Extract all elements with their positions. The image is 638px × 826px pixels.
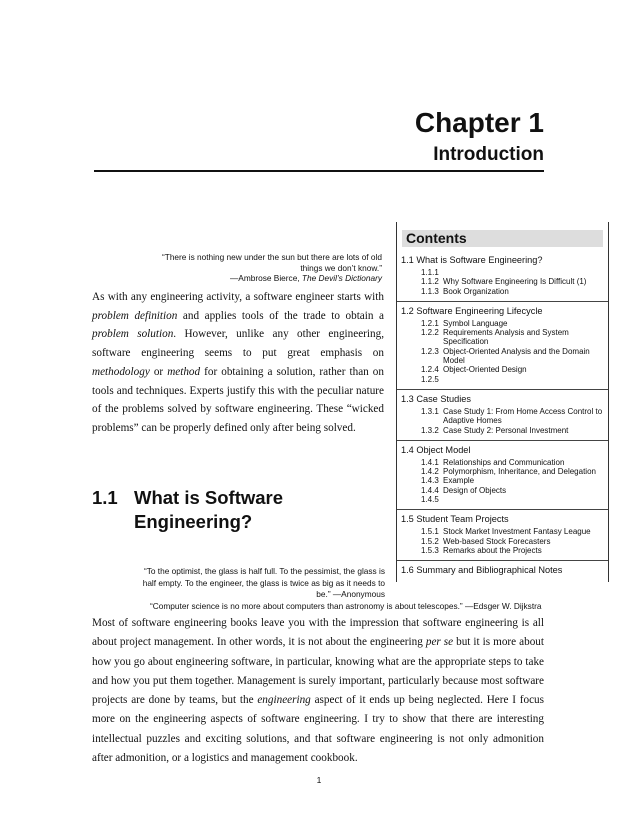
toc-subsection[interactable] xyxy=(401,426,604,435)
toc-subsection[interactable] xyxy=(401,365,604,374)
toc-subsection[interactable] xyxy=(401,537,604,546)
toc-section-link[interactable]: 1.3 Case Studies xyxy=(401,393,471,404)
toc-subsection-number: 1.2.3 xyxy=(421,346,439,356)
chapter-rule xyxy=(94,170,544,172)
text-run: engineering xyxy=(257,694,311,707)
toc-subsection-title xyxy=(443,268,604,277)
text-run: methodology xyxy=(92,365,150,378)
text-run: aspect of it ends up being neglected. Here I focus more on the engineering aspects of software engineering. I try to show that there are interesting intellectual puzzles and exciting solutions, and that software engineering is not only admonition after admonition, or a logistics and management cookbook. xyxy=(92,694,544,765)
attribution-book: The Devil’s Dictionary xyxy=(301,273,382,283)
toc-section-link[interactable]: 1.4 Object Model xyxy=(401,444,471,455)
text-run: but it is more about how you go about engineering software, in particular, knowing what are the appropriate steps to take and how you put them together. Management is surely important, particularly because most software projects are done by teams, but the xyxy=(92,636,544,707)
toc-subsection-title: Case Study 1: From Home Access Control to Adaptive Homes xyxy=(443,406,603,426)
toc-subsection-number: 1.2.4 xyxy=(421,365,439,375)
toc-section xyxy=(397,560,608,583)
toc-subsection-number: 1.5.1 xyxy=(421,527,439,537)
toc-subsection-title xyxy=(443,495,604,504)
contents-sections xyxy=(397,251,608,583)
toc-subsection-title: Object-Oriented Analysis and the Domain Model xyxy=(443,346,590,366)
chapter-title: Introduction xyxy=(433,144,544,165)
toc-subsection[interactable] xyxy=(401,546,604,555)
toc-subsection-title: Remarks about the Projects xyxy=(443,545,542,555)
chapter-number: Chapter 1 xyxy=(414,107,544,138)
toc-subsection-title: Web-based Stock Forecasters xyxy=(443,536,551,546)
text-run: problem definition xyxy=(92,309,178,322)
toc-subsection[interactable] xyxy=(401,407,604,426)
toc-section-link[interactable]: 1.6 Summary and Bibliographical Notes xyxy=(401,565,563,576)
epigraph-dijkstra: “Computer science is no more about computers than astronomy is about telescopes.” —Edsger W. Dijkstra xyxy=(150,601,542,611)
toc-subsection-number: 1.1.2 xyxy=(421,277,439,287)
epigraph-attribution xyxy=(140,273,382,284)
text-run: Most of software engineering books leave you with the impression that software engineering is all about project management. In other words, it is not about the engineering xyxy=(92,617,544,649)
toc-subsection-number: 1.3.2 xyxy=(421,425,439,435)
toc-subsection-title: Case Study 2: Personal Investment xyxy=(443,425,569,435)
toc-section-link[interactable]: 1.1 What is Software Engineering? xyxy=(401,255,543,265)
toc-subsection-number: 1.1.3 xyxy=(421,286,439,296)
toc-section-link[interactable]: 1.5 Student Team Projects xyxy=(401,514,509,525)
toc-subsection-number: 1.1.1 xyxy=(421,268,439,277)
toc-subsection-number: 1.2.2 xyxy=(421,328,439,338)
text-run: problem solution xyxy=(92,328,174,341)
toc-subsection-number: 1.2.1 xyxy=(421,318,439,328)
toc-subsection-number: 1.4.1 xyxy=(421,457,439,467)
toc-subsection-title: Why Software Engineering Is Difficult (1) xyxy=(443,277,587,287)
toc-section xyxy=(397,251,608,301)
toc-subsection[interactable] xyxy=(401,319,604,328)
toc-section xyxy=(397,301,608,389)
text-run: As with any engineering activity, a software engineer starts with xyxy=(92,291,384,303)
text-run: and applies tools of the trade to obtain a xyxy=(177,309,384,322)
text-run: method xyxy=(167,365,201,378)
page-number: 1 xyxy=(316,775,322,785)
toc-subsection[interactable] xyxy=(401,476,604,485)
toc-subsection-number: 1.4.3 xyxy=(421,476,439,486)
toc-subsection-title: Symbol Language xyxy=(443,318,508,328)
toc-subsection-number: 1.3.1 xyxy=(421,406,439,416)
toc-subsection[interactable] xyxy=(401,268,604,277)
toc-subsection-number: 1.2.5 xyxy=(421,374,439,384)
text-run: per se xyxy=(425,636,454,649)
toc-subsection[interactable] xyxy=(401,486,604,495)
toc-subsection-title: Polymorphism, Inheritance, and Delegation xyxy=(443,467,596,477)
toc-subsection[interactable] xyxy=(401,328,604,347)
toc-subsection-title xyxy=(443,375,604,384)
toc-subsection-number: 1.4.2 xyxy=(421,467,439,477)
toc-subsection[interactable] xyxy=(401,495,604,504)
toc-subsection[interactable] xyxy=(401,277,604,286)
text-run: for obtaining a solution, rather than on tools and techniques. Experts justify this with the peculiar nature of the problems solved by software engineering. These “wicked problems” can be properly defined only after being solved. xyxy=(92,365,384,434)
body-paragraph xyxy=(92,614,544,768)
text-run: . However, unlike any other engineering, software engineering seems to put great emphasis on xyxy=(92,328,384,360)
toc-subsection-title: Book Organization xyxy=(443,286,509,296)
epigraph-bierce xyxy=(140,252,382,284)
toc-subsection-number: 1.5.2 xyxy=(421,536,439,546)
attribution-author: —Ambrose Bierce, xyxy=(229,273,302,283)
contents-box xyxy=(396,222,609,582)
toc-subsection[interactable] xyxy=(401,467,604,476)
toc-subsection-title: Stock Market Investment Fantasy League xyxy=(443,527,591,537)
toc-section xyxy=(397,389,608,440)
toc-subsection[interactable] xyxy=(401,458,604,467)
contents-heading: Contents xyxy=(402,230,603,247)
toc-subsection-title: Relationships and Communication xyxy=(443,457,565,467)
toc-subsection[interactable] xyxy=(401,375,604,384)
section-title-line2: Engineering? xyxy=(134,511,253,532)
toc-subsection-number: 1.4.5 xyxy=(421,495,439,505)
epigraph-text: “There is nothing new under the sun but there are lots of old things we don’t know.” xyxy=(161,252,382,273)
toc-section xyxy=(397,440,608,509)
section-title-line1: What is Software xyxy=(134,487,284,508)
toc-subsection[interactable] xyxy=(401,347,604,366)
toc-subsection-number: 1.4.4 xyxy=(421,485,439,495)
toc-subsection[interactable] xyxy=(401,527,604,536)
toc-section xyxy=(397,509,608,560)
section-number: 1.1 xyxy=(92,487,118,508)
toc-subsection-title: Design of Objects xyxy=(443,485,507,495)
toc-subsection-number: 1.5.3 xyxy=(421,545,439,555)
toc-section-link[interactable]: 1.2 Software Engineering Lifecycle xyxy=(401,305,543,316)
toc-subsection-title: Example xyxy=(443,476,475,486)
text-run: or xyxy=(149,365,168,378)
epigraph-anonymous: “To the optimist, the glass is half full. To the pessimist, the glass is half empty. To the engineer, the glass is twice as big as it needs to be.” —Anonymous xyxy=(142,566,385,599)
intro-paragraph xyxy=(92,288,384,438)
toc-subsection-title: Requirements Analysis and System Specification xyxy=(443,328,569,347)
section-heading xyxy=(92,486,392,534)
toc-subsection-title: Object-Oriented Design xyxy=(443,365,527,375)
toc-subsection[interactable] xyxy=(401,287,604,296)
